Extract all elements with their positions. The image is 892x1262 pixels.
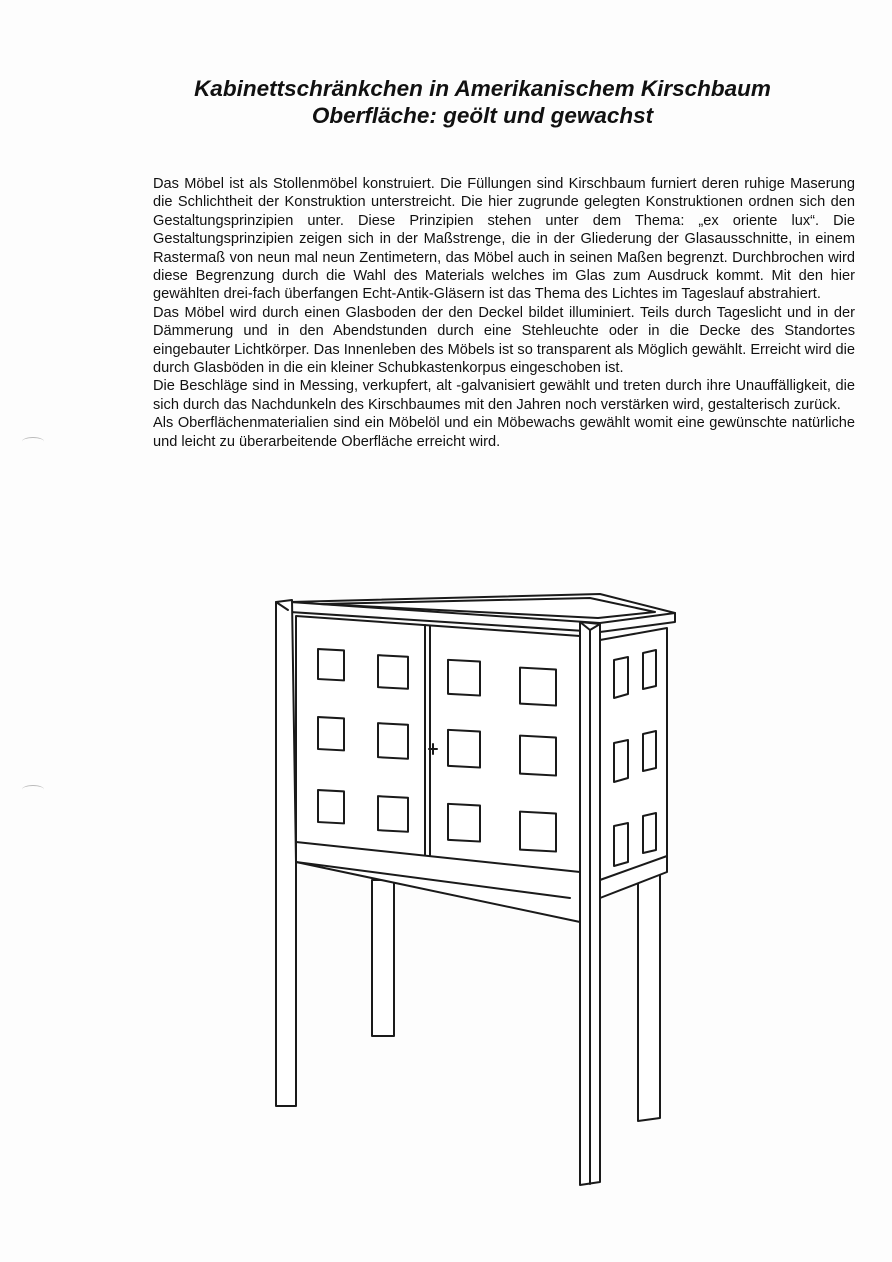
paragraph-illumination: Das Möbel wird durch einen Glasboden der den Deckel bildet illuminiert. Teils durch Tageslicht und in der Dämmerung und in den Abendstunden durch eine Stehleuchte oder in die Decke des Standortes eingebauter Lichtkörper. Das Innenleben des Möbels ist so transparent als Möglich gewählt. Erreicht wird die durch Glasböden in die ein kleiner Schubkastenkorpus eingeschoben ist. bbox=[153, 304, 855, 377]
cabinet-illustration bbox=[260, 580, 700, 1220]
description-text bbox=[153, 175, 855, 451]
document-title: Kabinettschränkchen in Amerikanischem Kirschbaum bbox=[194, 76, 771, 101]
cabinet-leg-front-left bbox=[276, 600, 296, 1106]
paragraph-surface: Als Oberflächenmaterialien sind ein Möbelöl und ein Möbewachs gewählt womit eine gewünschte natürliche und leicht zu überarbeitende Oberfläche erreicht wird. bbox=[153, 415, 855, 450]
cabinet-front bbox=[296, 616, 580, 880]
cabinet-leg-rear-right bbox=[638, 867, 660, 1121]
paragraph-construction: Das Möbel ist als Stollenmöbel konstruiert. Die Füllungen sind Kirschbaum furniert deren ruhige Maserung die Schlichtheit der Konstruktion unterstreicht. Die hier zugrunde gelegten Konstruktionen ordnen sich den Gestaltungsprinzipien unter. Diese Prinzipien stehen unter dem Thema: „ex oriente lux“. Die Gestaltungsprinzipien zeigen sich in der Maßstrenge, die in der Gliederung der Glasausschnitte, in einem Rastermaß von neun mal neun Zentimetern, das Möbel auch in seinen Maßen begrenzt. Durchbrochen wird diese Begrenzung durch die Wahl des Materials welches im Glas zum Ausdruck kommt. Mit den hier gewählten drei-fach überfangen Echt-Antik-Gläsern ist das Thema des Lichtes im Tageslauf abstrahiert. bbox=[153, 176, 855, 303]
scan-artifact bbox=[22, 437, 44, 446]
scan-artifact bbox=[22, 785, 44, 794]
cabinet-leg-rear-left bbox=[372, 880, 394, 1036]
document-subtitle: Oberfläche: geölt und gewachst bbox=[311, 103, 654, 128]
cabinet-drawing bbox=[260, 580, 700, 1220]
paragraph-hardware: Die Beschläge sind in Messing, verkupfert, alt -galvanisiert gewählt und treten durch ihre Unauffälligkeit, die sich durch das Nachdunkeln des Kirschbaumes mit den Jahren noch verstärken wird, gestalterisch zurück. bbox=[153, 378, 855, 413]
